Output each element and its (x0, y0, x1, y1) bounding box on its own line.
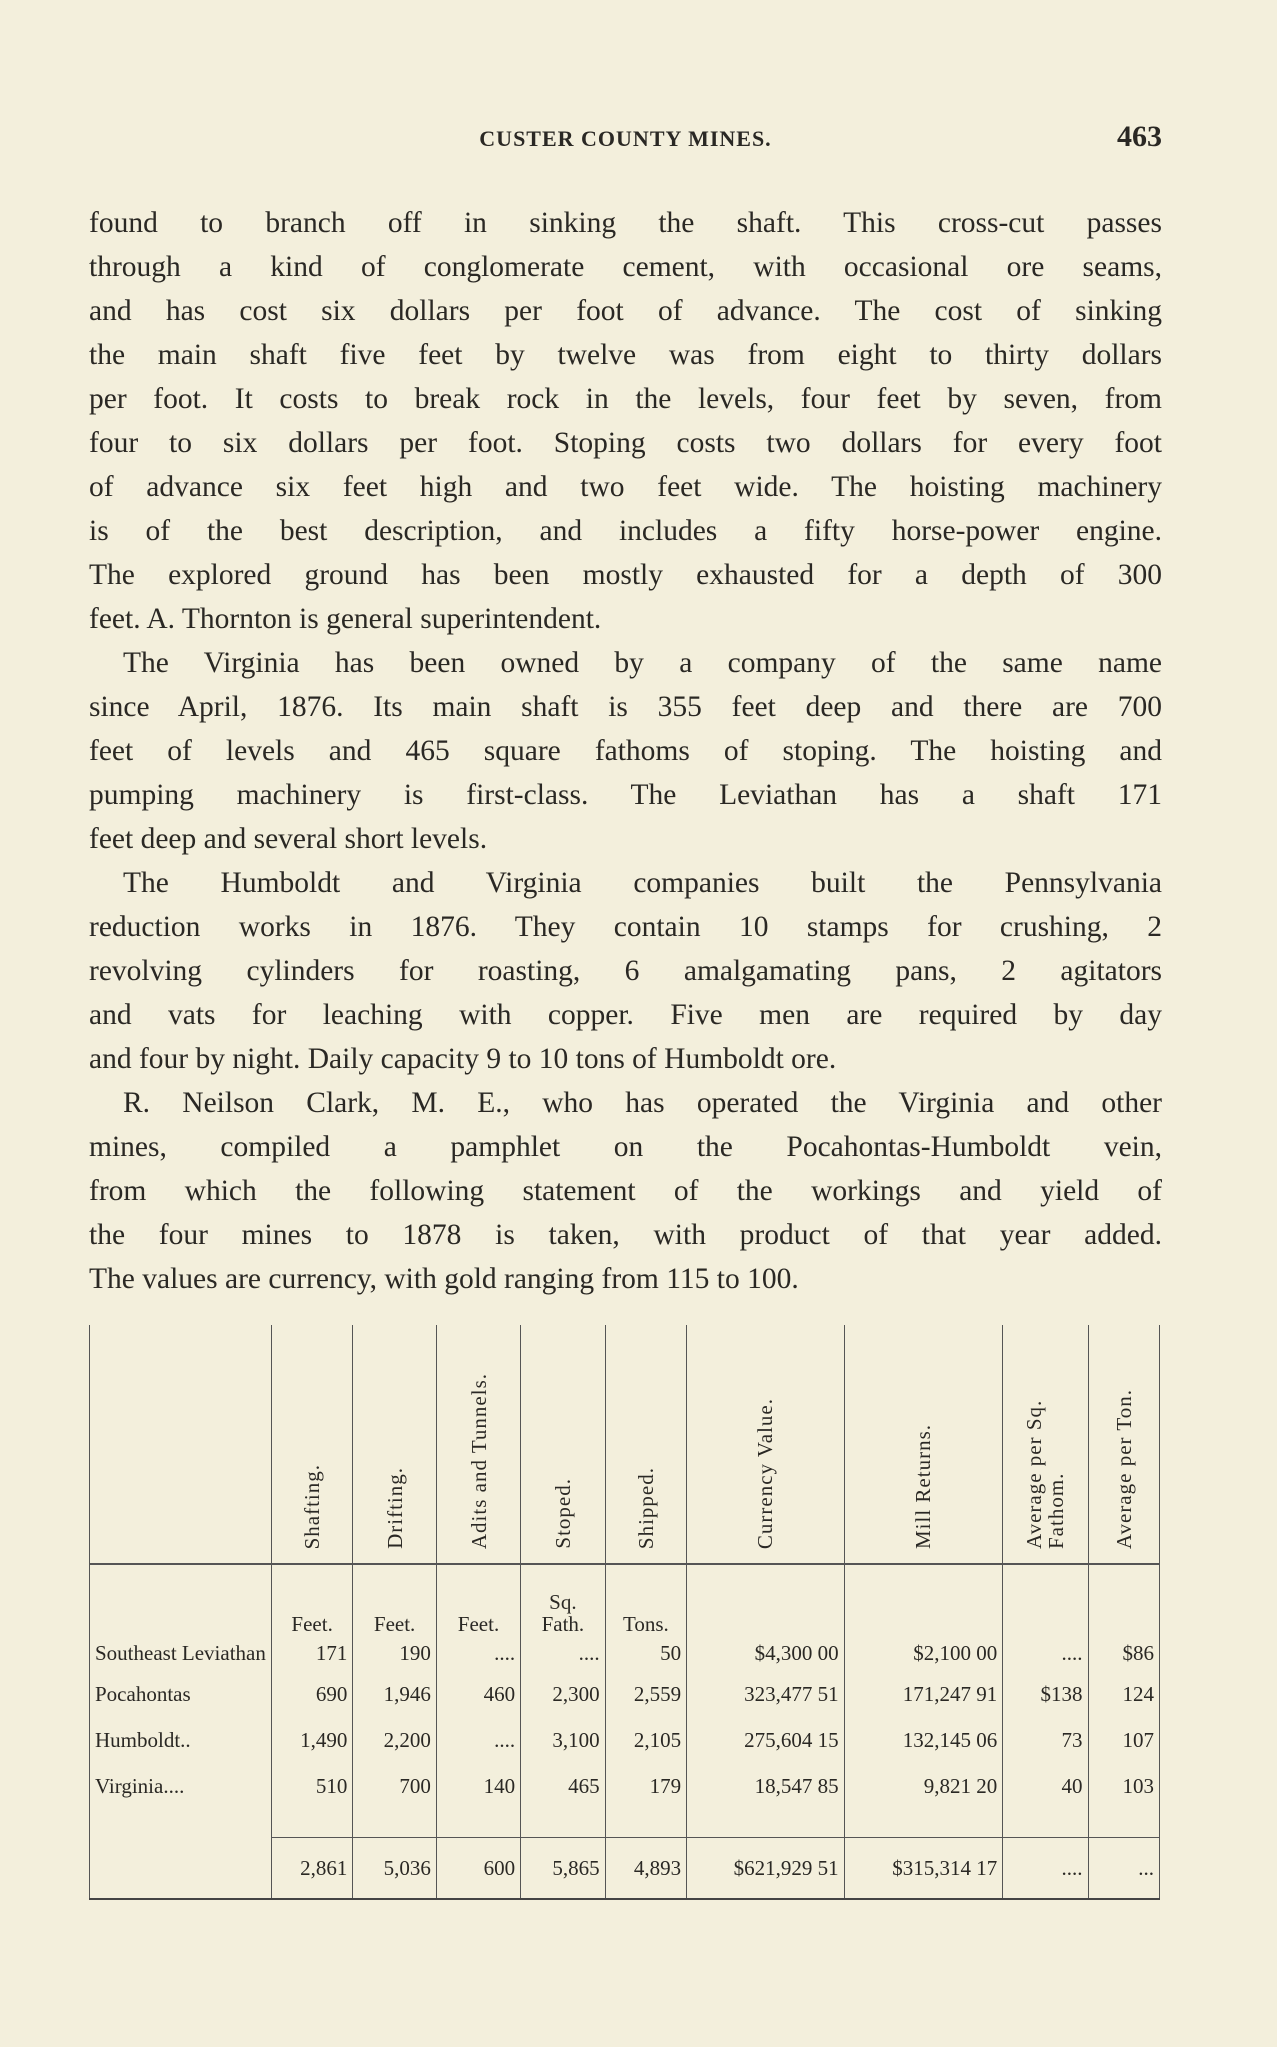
blank-total (90, 1838, 272, 1900)
text-line: revolving cylinders for roasting, 6 amalgamating pans, 2 agitators (89, 955, 1162, 987)
mine-name: Southeast Leviathan (90, 1635, 272, 1671)
text-line: feet of levels and 465 square fathoms of stoping. The hoisting and (89, 735, 1162, 767)
unit-label: Feet. (353, 1564, 436, 1635)
body-text (89, 201, 1162, 1301)
text-line: feet. A. Thornton is general superintendent. (89, 603, 602, 635)
text-line: of advance six feet high and two feet wide. The hoisting machinery (89, 471, 1162, 503)
unit-label: Feet. (271, 1564, 353, 1635)
table-cell: 3,100 (521, 1717, 605, 1763)
table-cell: 107 (1088, 1717, 1159, 1763)
paragraph (89, 641, 1162, 861)
table-cell: .... (436, 1635, 520, 1671)
text-line: The Virginia has been owned by a company of the same name (123, 647, 1162, 679)
text-line: and has cost six dollars per foot of advance. The cost of sinking (89, 295, 1162, 327)
table-cell: 140 (436, 1763, 520, 1809)
total-cell: 5,865 (521, 1838, 605, 1900)
mine-name: Pocahontas (90, 1671, 272, 1717)
table-cell: 190 (353, 1635, 436, 1671)
text-line: through a kind of conglomerate cement, with occasional ore seams, (89, 251, 1162, 283)
separator-cell (1003, 1809, 1088, 1838)
text-line: found to branch off in sinking the shaft. This cross-cut passes (89, 207, 1162, 239)
table-row (90, 1635, 1160, 1671)
table-cell: 2,559 (605, 1671, 687, 1717)
total-cell: ... (1088, 1838, 1159, 1900)
table-cell: 18,547 85 (687, 1763, 845, 1809)
table-cell: 9,821 20 (844, 1763, 1003, 1809)
unit-label: Feet. (436, 1564, 520, 1635)
paragraph (89, 1081, 1162, 1301)
column-header (521, 1325, 605, 1564)
unit-label: Tons. (605, 1564, 687, 1635)
table-cell: $2,100 00 (844, 1635, 1003, 1671)
mine-name: Humboldt.. (90, 1717, 272, 1763)
table-cell: 690 (271, 1671, 353, 1717)
page-header (89, 120, 1162, 160)
column-header (605, 1325, 687, 1564)
total-cell: 600 (436, 1838, 520, 1900)
table-cell: 2,200 (353, 1717, 436, 1763)
separator-cell (1088, 1809, 1159, 1838)
totals-row (90, 1838, 1160, 1900)
column-header (844, 1325, 1003, 1564)
column-header-label: Mill Returns. (911, 1423, 936, 1549)
column-header-label: Adits and Tunnels. (466, 1372, 491, 1549)
separator-cell (605, 1809, 687, 1838)
column-header-label: Drifting. (382, 1467, 407, 1549)
separator-cell (271, 1809, 353, 1838)
column-header (271, 1325, 353, 1564)
table-cell: 1,490 (271, 1717, 353, 1763)
paragraph (89, 201, 1162, 641)
total-cell: $315,314 17 (844, 1838, 1003, 1900)
table-row (90, 1763, 1160, 1809)
text-line: R. Neilson Clark, M. E., who has operated the Virginia and other (123, 1087, 1162, 1119)
blank-header (90, 1325, 272, 1564)
table-cell: 73 (1003, 1717, 1088, 1763)
text-line: reduction works in 1876. They contain 10 stamps for crushing, 2 (89, 911, 1162, 943)
text-line: mines, compiled a pamphlet on the Pocahontas-Humboldt vein, (89, 1131, 1162, 1163)
table-header-row (90, 1325, 1160, 1564)
text-line: The Humboldt and Virginia companies built the Pennsylvania (123, 867, 1162, 899)
table-cell: $4,300 00 (687, 1635, 845, 1671)
table-cell: 323,477 51 (687, 1671, 845, 1717)
text-line: and four by night. Daily capacity 9 to 10 tons of Humboldt ore. (89, 1043, 837, 1075)
text-line: four to six dollars per foot. Stoping costs two dollars for every foot (89, 427, 1162, 459)
column-header (436, 1325, 520, 1564)
mine-name: Virginia.... (90, 1763, 272, 1809)
column-header (1003, 1325, 1088, 1564)
column-header-label: Average per Sq. Fathom. (1022, 1399, 1069, 1549)
total-cell: $621,929 51 (687, 1838, 845, 1900)
column-header (687, 1325, 845, 1564)
table-cell: $138 (1003, 1671, 1088, 1717)
table-cell: 460 (436, 1671, 520, 1717)
table-cell: 510 (271, 1763, 353, 1809)
text-line: since April, 1876. Its main shaft is 355 feet deep and there are 700 (89, 691, 1162, 723)
text-line: The explored ground has been mostly exhausted for a depth of 300 (89, 559, 1162, 591)
table-cell: 2,300 (521, 1671, 605, 1717)
unit-label (1088, 1564, 1159, 1635)
separator-cell (353, 1809, 436, 1838)
text-line: The values are currency, with gold ranging from 115 to 100. (89, 1263, 799, 1295)
total-cell: .... (1003, 1838, 1088, 1900)
column-header-label: Currency Value. (753, 1397, 778, 1549)
text-line: per foot. It costs to break rock in the levels, four feet by seven, from (89, 383, 1162, 415)
paragraph (89, 861, 1162, 1081)
separator-cell (687, 1809, 845, 1838)
table-cell: .... (521, 1635, 605, 1671)
table-cell: .... (1003, 1635, 1088, 1671)
text-line: the main shaft five feet by twelve was from eight to thirty dollars (89, 339, 1162, 371)
text-line: the four mines to 1878 is taken, with product of that year added. (89, 1219, 1162, 1251)
table-cell: 50 (605, 1635, 687, 1671)
text-line: is of the best description, and includes a fifty horse-power engine. (89, 515, 1162, 547)
table-cell: 1,946 (353, 1671, 436, 1717)
unit-label (687, 1564, 845, 1635)
page-number: 463 (1117, 120, 1162, 153)
table-cell: 103 (1088, 1763, 1159, 1809)
table-cell: .... (436, 1717, 520, 1763)
separator-cell (521, 1809, 605, 1838)
table-cell: $86 (1088, 1635, 1159, 1671)
column-header-label: Shafting. (300, 1463, 325, 1549)
text-line: pumping machinery is first-class. The Leviathan has a shaft 171 (89, 779, 1162, 811)
table-cell: 465 (521, 1763, 605, 1809)
table-cell: 179 (605, 1763, 687, 1809)
mines-table (89, 1325, 1160, 1900)
column-header (1088, 1325, 1159, 1564)
table-cell: 275,604 15 (687, 1717, 845, 1763)
table-cell: 171 (271, 1635, 353, 1671)
column-header-label: Average per Ton. (1111, 1388, 1136, 1549)
total-cell: 4,893 (605, 1838, 687, 1900)
column-header-label: Stoped. (550, 1478, 575, 1549)
blank-unit (90, 1564, 272, 1635)
units-row (90, 1564, 1160, 1635)
separator-cell (436, 1809, 520, 1838)
text-line: feet deep and several short levels. (89, 823, 488, 855)
total-cell: 5,036 (353, 1838, 436, 1900)
table-cell: 700 (353, 1763, 436, 1809)
table-cell: 2,105 (605, 1717, 687, 1763)
unit-label: Sq. Fath. (521, 1564, 605, 1635)
table-cell: 171,247 91 (844, 1671, 1003, 1717)
table-row (90, 1717, 1160, 1763)
separator-cell (844, 1809, 1003, 1838)
unit-label (1003, 1564, 1088, 1635)
unit-label (844, 1564, 1003, 1635)
separator-cell (90, 1809, 272, 1838)
total-separator (90, 1809, 1160, 1838)
table-row (90, 1671, 1160, 1717)
column-header-label: Shipped. (633, 1466, 658, 1549)
total-cell: 2,861 (271, 1838, 353, 1900)
table-cell: 132,145 06 (844, 1717, 1003, 1763)
text-line: from which the following statement of the workings and yield of (89, 1175, 1162, 1207)
table-cell: 124 (1088, 1671, 1159, 1717)
column-header (353, 1325, 436, 1564)
table-cell: 40 (1003, 1763, 1088, 1809)
text-line: and vats for leaching with copper. Five men are required by day (89, 999, 1162, 1031)
running-title: CUSTER COUNTY MINES. (479, 126, 772, 151)
